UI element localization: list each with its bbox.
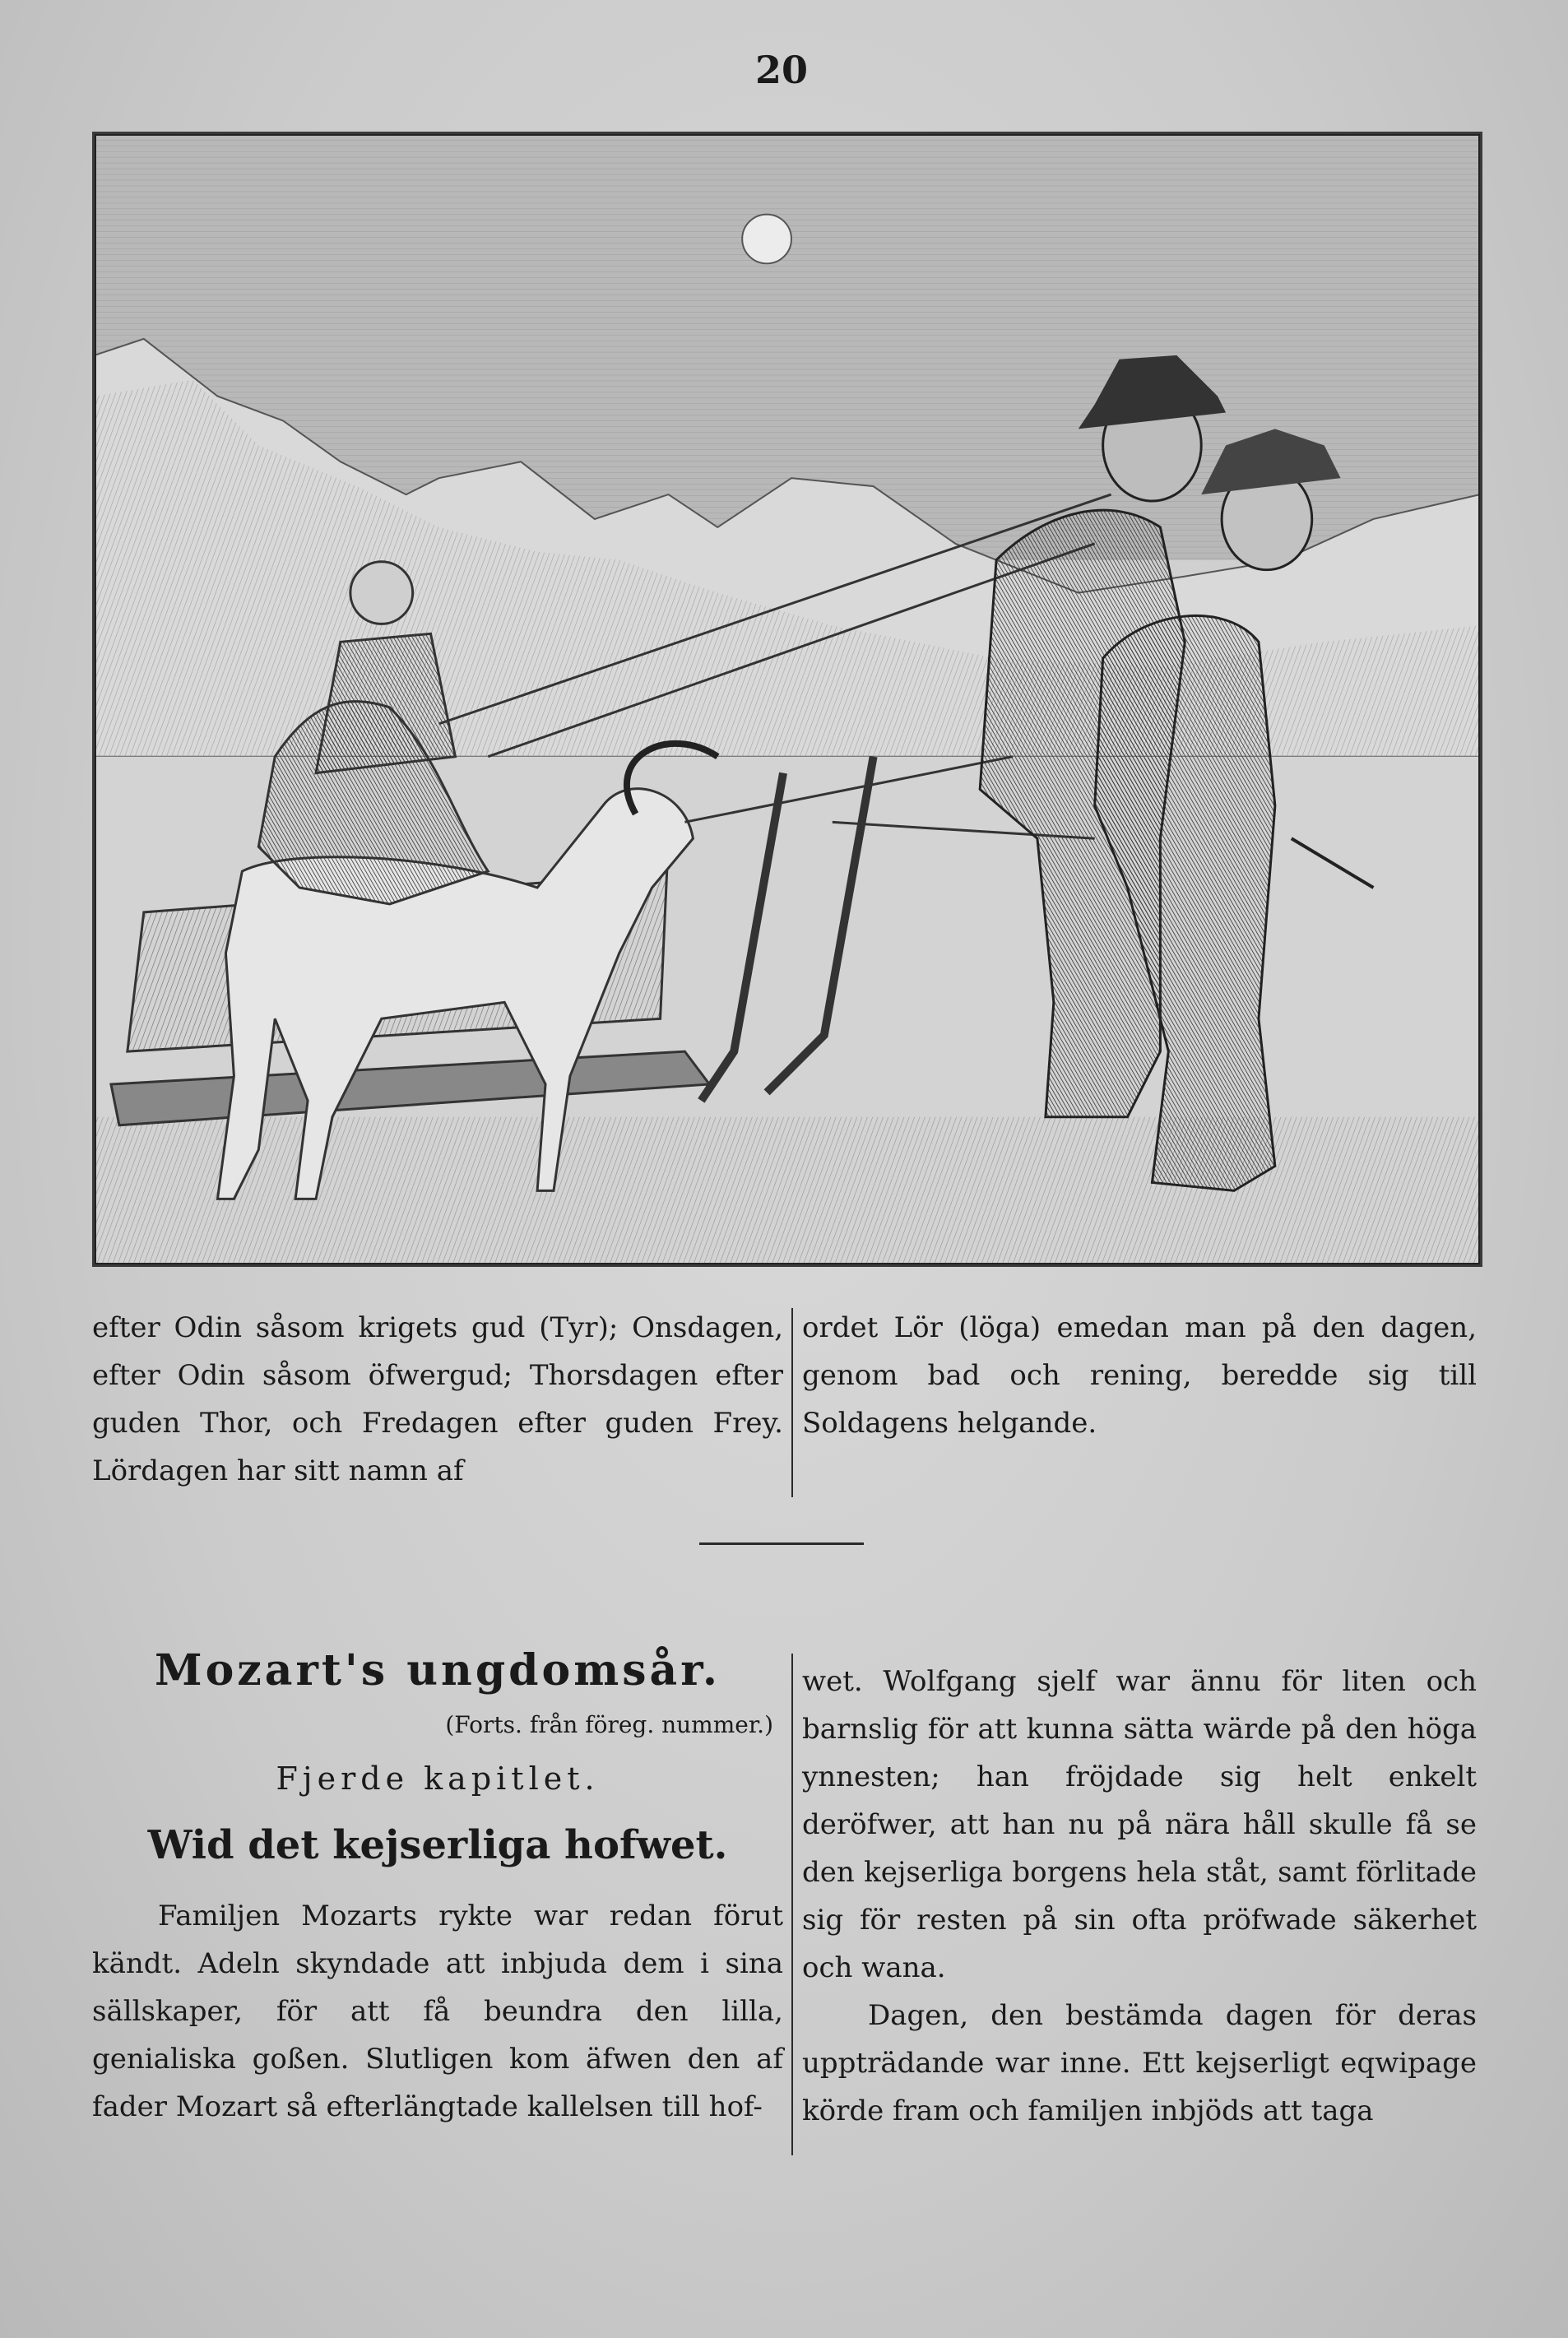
paragraph: wet. Wolfgang sjelf war ännu för liten och barnslig för att kunna sätta wärde på den höga ynnesten; han fröjdade sig helt enkelt deröfwer, att han nu på nära håll skulle få se den kejserliga borgens hela ståt, samt förlitade sig för resten på sin ofta pröfwade säkerhet och wana. [802,1665,1477,1984]
engraving-illustration [92,132,1482,1267]
top-left-column [92,1304,783,1495]
article-right-column [802,1658,1477,2135]
column-divider [791,1308,793,1497]
section-divider [699,1542,864,1545]
paragraph: efter Odin såsom krigets gud (Tyr); Onsdagen, efter Odin såsom öfwergud; Thorsdagen efter guden Thor, och Fredagen efter guden Frey. Lördagen har sitt namn af [92,1311,783,1487]
column-divider [791,1654,793,2155]
paragraph: Dagen, den bestämda dagen för deras uppträdande war inne. Ett kejserligt eqwipage körde fram och familjen inbjöds att taga [802,1999,1477,2127]
paragraph: ordet Lör (löga) emedan man på den dagen, genom bad och rening, beredde sig till Soldagens helgande. [802,1311,1477,1440]
page-number: 20 [754,48,808,92]
article-left-column [92,1892,783,2131]
sled-scene-engraving [95,134,1480,1264]
continued-note: (Forts. från föreg. nummer.) [445,1711,773,1738]
moon-icon [742,215,791,264]
chapter-heading: Fjerde kapitlet. [276,1760,600,1797]
top-right-column [802,1304,1477,1447]
article-title: Mozart's ungdomsår. [155,1645,721,1696]
section-title: Wid det kejserliga hofwet. [147,1822,728,1868]
paragraph: Familjen Mozarts rykte war redan förut kändt. Adeln skyndade att inbjuda dem i sina sällskaper, för att få beundra den lilla, genialiska goßen. Slutligen kom äfwen den af fader Mozart så efterlängtade kallelsen till hof- [92,1900,783,2123]
